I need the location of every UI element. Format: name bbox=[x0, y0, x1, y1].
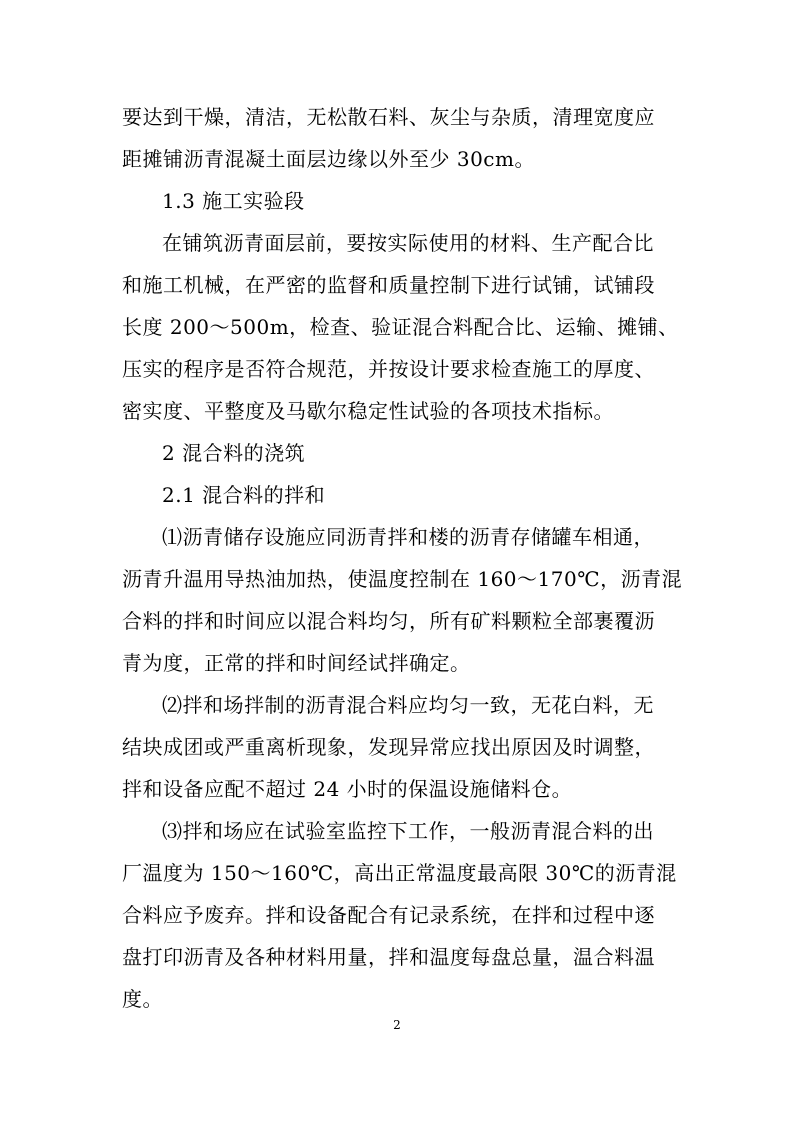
page-number: 2 bbox=[393, 1018, 401, 1032]
text-line: 要达到干燥，清洁，无松散石料、灰尘与杂质，清理宽度应 bbox=[122, 105, 655, 129]
section-heading: 2.1 混合料的拌和 bbox=[162, 483, 326, 507]
text-line: 盘打印沥青及各种材料用量，拌和温度每盘总量，温合料温 bbox=[122, 945, 655, 969]
text-line: 密实度、平整度及马歇尔稳定性试验的各项技术指标。 bbox=[122, 399, 614, 423]
section-heading: 2 混合料的浇筑 bbox=[162, 441, 306, 465]
text-line: 压实的程序是否符合规范，并按设计要求检查施工的厚度、 bbox=[122, 357, 655, 381]
text-line: ⑶拌和场应在试验室监控下工作，一般沥青混合料的出 bbox=[162, 819, 654, 843]
text-line: 拌和设备应配不超过 24 小时的保温设施储料仓。 bbox=[122, 777, 573, 801]
text-line: 青为度，正常的拌和时间经试拌确定。 bbox=[122, 651, 471, 675]
text-line: ⑴沥青储存设施应同沥青拌和楼的沥青存储罐车相通， bbox=[162, 525, 654, 549]
text-line: 结块成团或严重离析现象，发现异常应找出原因及时调整， bbox=[122, 735, 655, 759]
text-line: 长度 200～500m，检查、验证混合料配合比、运输、摊铺、 bbox=[122, 315, 679, 339]
text-line: 沥青升温用导热油加热，使温度控制在 160～170℃，沥青混 bbox=[122, 567, 683, 591]
text-line: ⑵拌和场拌制的沥青混合料应均匀一致，无花白料，无 bbox=[162, 693, 654, 717]
text-line: 度。 bbox=[122, 987, 163, 1011]
text-line: 在铺筑沥青面层前，要按实际使用的材料、生产配合比 bbox=[162, 231, 654, 255]
text-line: 厂温度为 150～160℃，高出正常温度最高限 30℃的沥青混 bbox=[122, 861, 677, 885]
section-heading: 1.3 施工实验段 bbox=[162, 189, 305, 213]
text-line: 合料的拌和时间应以混合料均匀，所有矿料颗粒全部裹覆沥 bbox=[122, 609, 655, 633]
text-line: 合料应予废弃。拌和设备配合有记录系统，在拌和过程中逐 bbox=[122, 903, 655, 927]
text-line: 和施工机械，在严密的监督和质量控制下进行试铺，试铺段 bbox=[122, 273, 655, 297]
text-line: 距摊铺沥青混凝土面层边缘以外至少 30cm。 bbox=[122, 147, 535, 171]
